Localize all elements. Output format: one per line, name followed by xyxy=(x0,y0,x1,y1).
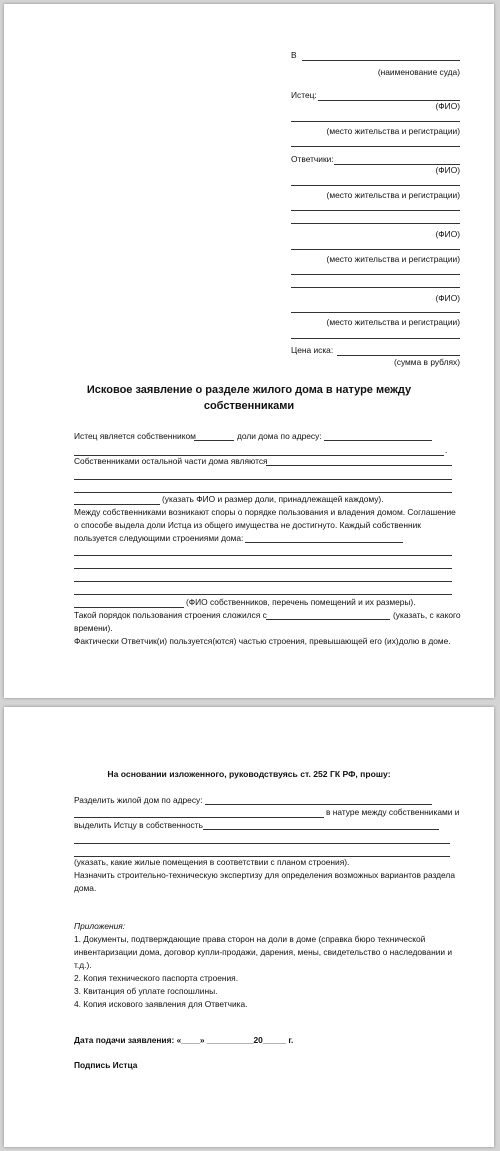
defendants-label: Ответчики: xyxy=(291,154,334,164)
defendant3-address-line-2 xyxy=(291,338,460,339)
owners-line-1 xyxy=(266,465,452,466)
request-line-3: выделить Истцу в собственность xyxy=(74,820,203,830)
defendant3-fio-hint: (ФИО) xyxy=(435,293,460,303)
defendant1-fio-hint: (ФИО) xyxy=(435,165,460,175)
document-title-line-2: собственниками xyxy=(203,400,295,412)
defendant2-line-b xyxy=(291,223,460,224)
court-prefix: В xyxy=(291,50,297,60)
claim-price-hint: (сумма в рублях) xyxy=(393,357,460,367)
body-line-7: Между собственниками возникают споры о порядке пользования и владения домом. Соглашение xyxy=(74,507,456,517)
defendant3-line-a xyxy=(291,274,460,275)
plaintiff-address-line xyxy=(291,121,460,122)
attachment-1b: инвентаризации дома, договор купли-продажи, дарения, мены, свидетельство о наследовании и xyxy=(74,947,453,957)
body-line-6: (указать ФИО и размер доли, принадлежащей каждому). xyxy=(162,494,384,504)
defendant1-address-hint: (место жительства и регистрации) xyxy=(326,190,460,200)
body-line-2-end: . xyxy=(445,445,448,455)
defendant2-line-a xyxy=(291,210,460,211)
defendant2-address-line xyxy=(291,249,460,250)
body-line-3: Собственниками остальной части дома являются xyxy=(74,456,268,466)
body-line-15: (ФИО собственников, перечень помещений и их размеры). xyxy=(186,597,416,607)
request-line-7: Назначить строительно-техническую экспертизу для определения возможных вариантов раздела xyxy=(74,870,455,880)
defendant3-address-line xyxy=(291,312,460,313)
defendant2-address-hint: (место жительства и регистрации) xyxy=(326,254,460,264)
buildings-line-5 xyxy=(74,594,452,595)
request-line-6: (указать, какие жилые помещения в соответствии с планом строения). xyxy=(74,857,350,867)
buildings-line-3 xyxy=(74,568,452,569)
signature-label: Подпись Истца xyxy=(74,1060,138,1070)
since-line xyxy=(266,619,390,620)
document-title-line-1: Исковое заявление о разделе жилого дома в натуре между xyxy=(86,384,412,396)
request-line-1: Разделить жилой дом по адресу: xyxy=(74,795,203,805)
buildings-line-2 xyxy=(74,555,452,556)
share-line xyxy=(194,440,234,441)
body-line-16b: (указать, с какого xyxy=(393,610,461,620)
court-line xyxy=(302,60,460,61)
plaintiff-label: Истец: xyxy=(291,90,317,100)
buildings-line-6 xyxy=(74,607,184,608)
court-hint: (наименование суда) xyxy=(377,67,460,77)
attachment-4: 4. Копия искового заявления для Ответчика. xyxy=(74,999,248,1009)
defendant1-address-line xyxy=(291,185,460,186)
attachment-3: 3. Квитанция об уплате госпошлины. xyxy=(74,986,218,996)
document-page-2 xyxy=(4,707,494,1147)
plaintiff-fio-hint: (ФИО) xyxy=(435,101,460,111)
attachment-1a: 1. Документы, подтверждающие права сторон на доли в доме (справка бюро технической xyxy=(74,934,426,944)
defendant3-address-hint: (место жительства и регистрации) xyxy=(326,317,460,327)
buildings-line-4 xyxy=(74,581,452,582)
body-line-1a: Истец является собственником xyxy=(74,431,196,441)
body-line-8: о способе выдела доли Истца из общего имущества не достигнуто. Каждый собственник xyxy=(74,520,421,530)
body-line-1b: доли дома по адресу: xyxy=(237,431,322,441)
owners-line-4 xyxy=(74,504,160,505)
defendant3-line-b xyxy=(291,287,460,288)
request-heading: На основании изложенного, руководствуясь ст. 252 ГК РФ, прошу: xyxy=(107,769,391,779)
allocate-line-2 xyxy=(74,843,450,844)
plaintiff-address-line-2 xyxy=(291,146,460,147)
body-line-16a: Такой порядок пользования строения сложился с xyxy=(74,610,267,620)
body-line-18: Фактически Ответчик(и) пользуется(ются) частью строения, превышающей его (их)долю в доме. xyxy=(74,636,451,646)
body-line-17: времени). xyxy=(74,623,113,633)
request-line-8: дома. xyxy=(74,883,97,893)
house-address-line-1 xyxy=(205,804,432,805)
owners-line-2 xyxy=(74,479,452,480)
buildings-line-1 xyxy=(245,542,403,543)
attachment-1c: т.д.). xyxy=(74,960,92,970)
claim-price-label: Цена иска: xyxy=(291,345,334,355)
allocate-line-1 xyxy=(203,829,439,830)
document-page-1 xyxy=(4,4,494,698)
request-line-2: в натуре между собственниками и xyxy=(326,807,460,817)
attachments-title: Приложения: xyxy=(74,921,126,931)
body-line-9: пользуется следующими строениями дома: xyxy=(74,533,244,543)
attachment-2: 2. Копия технического паспорта строения. xyxy=(74,973,239,983)
defendant2-fio-hint: (ФИО) xyxy=(435,229,460,239)
house-address-line-2 xyxy=(74,817,324,818)
filing-date-label: Дата подачи заявления: «____» __________20_____ г. xyxy=(74,1035,294,1045)
plaintiff-address-hint: (место жительства и регистрации) xyxy=(326,126,460,136)
address-line xyxy=(324,440,432,441)
